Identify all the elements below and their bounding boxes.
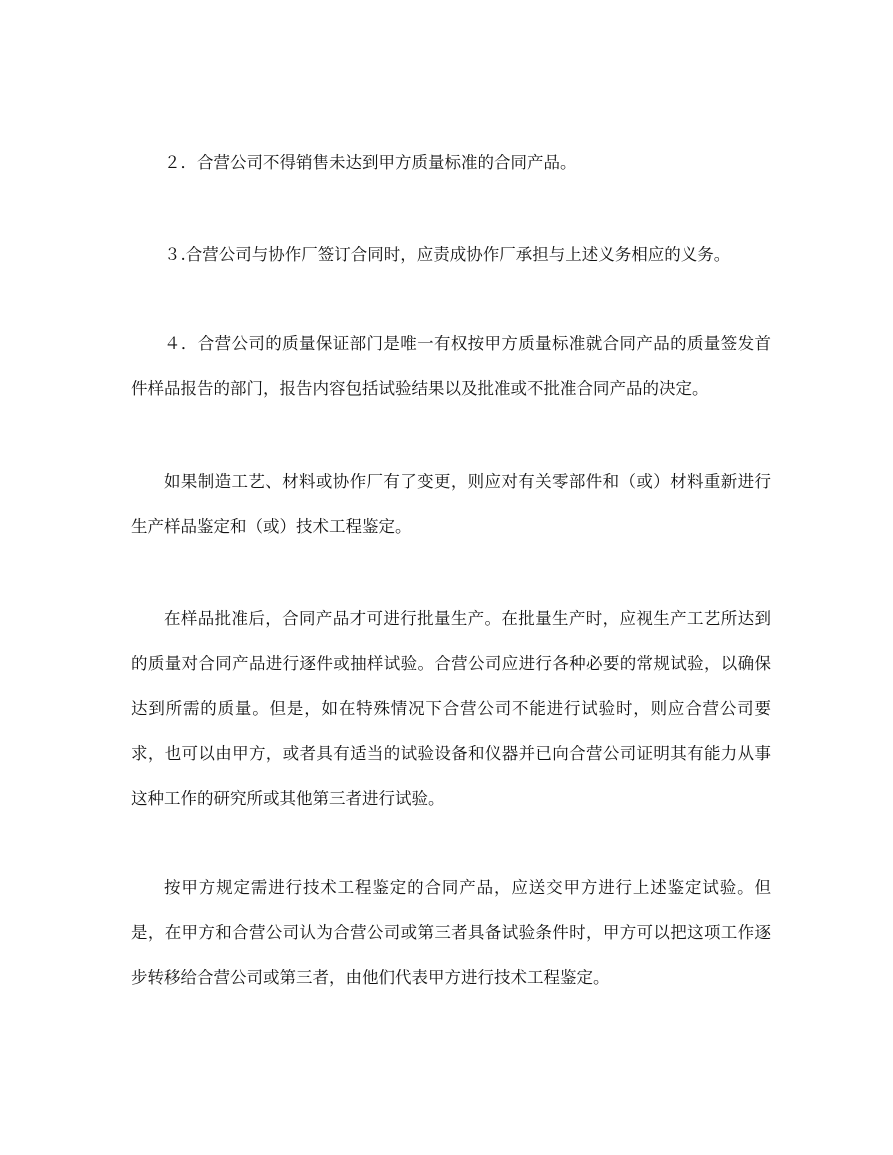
engineering-appraisal-paragraph: 按甲方规定需进行技术工程鉴定的合同产品，应送交甲方进行上述鉴定试验。但是，在甲方和合营公司认为合营公司或第三者具备试验条件时，甲方可以把这项工作逐步转移给合营公司或第三者，由他们代表甲方进行技术工程鉴定。 [131, 878, 771, 987]
clause-2-paragraph: ２．合营公司不得销售未达到甲方质量标准的合同产品。 [164, 153, 577, 172]
batch-production-paragraph: 在样品批准后，合同产品才可进行批量生产。在批量生产时，应视生产工艺所达到的质量对合同产品进行逐件或抽样试验。合营公司应进行各种必要的常规试验，以确保达到所需的质量。但是，如在特殊情况下合营公司不能进行试验时，则应合营公司要求，也可以由甲方，或者具有适当的试验设备和仪器并已向合营公司证明其有能力从事这种工作的研究所或其他第三者进行试验。 [131, 609, 771, 808]
clause-4-paragraph: ４．合营公司的质量保证部门是唯一有权按甲方质量标准就合同产品的质量签发首件样品报告的部门，报告内容包括试验结果以及批准或不批准合同产品的决定。 [131, 334, 771, 398]
process-change-paragraph: 如果制造工艺、材料或协作厂有了变更，则应对有关零部件和（或）材料重新进行生产样品鉴定和（或）技术工程鉴定。 [131, 472, 771, 536]
clause-3-paragraph: ３.合营公司与协作厂签订合同时，应责成协作厂承担与上述义务相应的义务。 [164, 245, 731, 264]
